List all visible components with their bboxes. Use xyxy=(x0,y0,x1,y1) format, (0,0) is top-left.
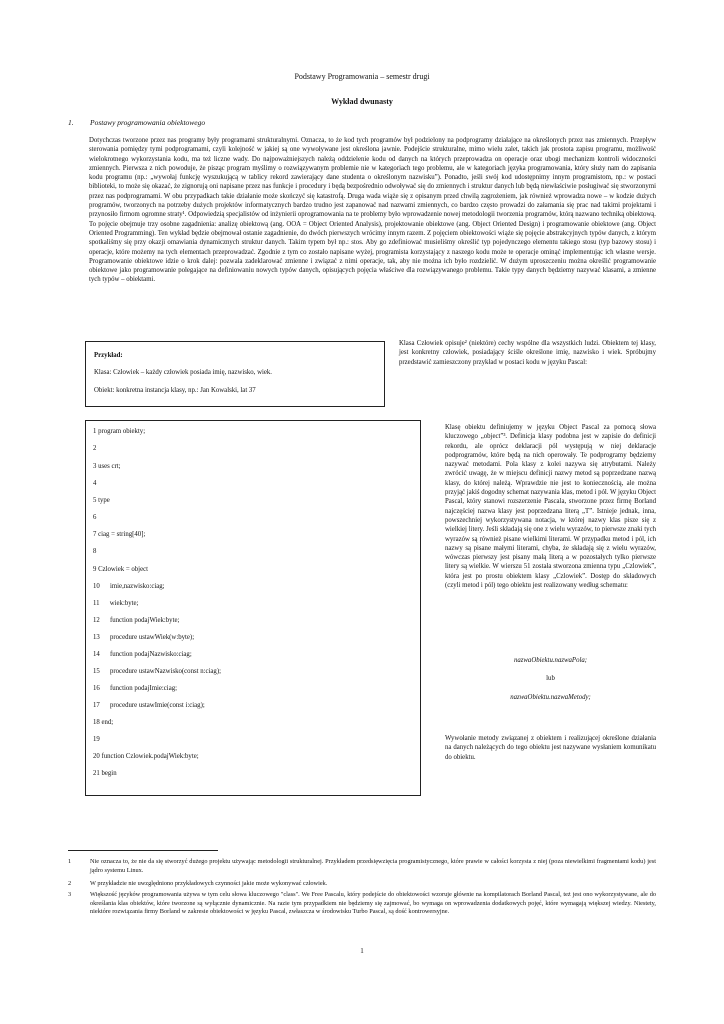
code-line: 5 type xyxy=(93,497,110,504)
code-line: 19 xyxy=(93,736,100,743)
lecture-title: Wykład dwunasty xyxy=(331,97,393,106)
code-line: 20 function Czlowiek.podajWiek:byte; xyxy=(93,753,199,760)
code-line: 13 procedure ustawWiek(w:byte); xyxy=(93,634,195,641)
code-line: 7 ciag = string[40]; xyxy=(93,531,146,538)
code-line: 10 imie,nazwisko:ciag; xyxy=(93,583,165,590)
code-line: 21 begin xyxy=(93,770,117,777)
code-line: 14 function podajNazwisko:ciag; xyxy=(93,651,192,658)
code-line: 8 xyxy=(93,548,97,555)
example-heading: Przykład: xyxy=(94,352,123,359)
code-line: 16 function podajImie:ciag; xyxy=(93,685,177,692)
footnote-text: W przykładzie nie uwzględniono przykładowych czynności jakie może wykonywać człowiek. xyxy=(90,880,328,887)
code-line: 3 uses crt; xyxy=(93,463,121,470)
section-number: 1. xyxy=(68,118,74,127)
formula-or: lub xyxy=(546,675,555,682)
intro-text: Dotychczas tworzone przez nas programy były programami strukturalnymi. Oznacza, to że kod tych programów był podzielony na podprogramy działające na określonych przez nas zmiennych. Przepływ sterowania pomiędzy tymi podprogramami, czyli kolejność w jakiej są one wywoływane jest określona jawnie. Podejście strukturalne, mimo wielu zalet, takich jak prostota zapisu programu, możliwość wielokrotnego wykorzystania kodu, ma też liczne wady. Do najpoważniejszych należą oddzielenie kodu od danych na których przeprowadza on operacje oraz ubogi mechanizm kontroli widoczności zmiennych. Pierwsza z nich powoduje, że pisząc program myślimy o rozwiązywanym problemie nie w kategoriach tego problemu, ale w kategoriach języka programowania, który służy nam do zapisania kodu programu (np.: „wywołaj funkcję wyszukującą w tablicy rekord zawierający dane studenta o określonym nazwisku”). Ponadto, jeśli swój kod udostępnimy innym programistom, np.: w postaci biblioteki, to może się okazać, że zignorują oni napisane przez nas funkcje i procedury i będą bezpośrednio odwoływać się do zmiennych i struktur danych lub będą niewłaściwie posługiwać się stworzonymi przez nas podprogramami. W obu przypadkach takie działanie może skończyć się katastrofą. Druga wada wiąże się z opisanym przed chwilą zagrożeniem, jak również wprowadza nowe – w kodzie dużych programów, tworzonych na potrzeby dużych projektów informatycznych bardzo trudno jest zapanować nad nazwami zmiennych, co bardzo często prowadzi do załamania się prac nad takimi projektami i przynosiło firmom ogromne straty¹. Odpowiedzią specjalistów od inżynierii oprogramowania na te problemy było wprowadzenie nowej metodologii tworzenia programów, którą nazwano techniką obiektową. To pojęcie obejmuje trzy osobne zagadnienia: analizę obiektową (ang. OOA = Object Oriented Analysis), projektowanie obiektowe (ang. Object Oriented Design) i programowanie obiektowe (ang. Object Oriented Programming). Ten wykład będzie obejmował ostanie zagadnienie, do dwóch pierwszych wrócimy innym razem. Z pojęciem obiektowości wiąże się pojęcie abstrakcyjnych typów danych, z którym spotkaliśmy się przy okazji omawiania dynamicznych struktur danych. Takim typem był np.: stos. Aby go zdefiniować musieliśmy określić typ pojedynczego elementu takiego stosu (typ bazowy stosu) i operacje, które możemy na tych elementach przeprowadzać. Zgodnie z tym co zostało napisane wyżej, programista korzystający z naszego kodu może te operacje ominąć implementując ich własne wersje. Programowanie obiektowe idzie o krok dalej: pozwala zadeklarować zmienne i związać z nimi operacje, tak, aby nie można ich było rozdzielić. W dużym uproszczeniu można określić programowanie obiektowe jako programowanie polegające na definiowaniu nowych typów danych, opisujących pojęcia właściwe dla rozwiązywanego problemu. Takie typy danych będziemy nazywać klasami, a zmienne tych typów – obiektami. xyxy=(89,137,656,284)
formula-field-access: nazwaObiektu.nazwaPola; xyxy=(513,657,588,664)
object-definition-paragraph: Klasę obiektu definiujemy w języku Object Pascal za pomocą słowa kluczowego „object”³. Definicja klasy podobna jest w zapisie do definicji rekordu, ale oprócz deklaracji pól występują w niej deklaracje podprogramów, które będą na nich operowały. Te podprogramy będziemy nazywać metodami. Pola klasy z kolei nazywa się atrybutami. Należy zwrócić uwagę, że w miejscu definicji nazwy metod są poprzedzane nazwą klasy, do której należą. Wprawdzie nie jest to koniecznością, ale można przyjąć jakiś dogodny schemat nazywania klas, metod i pól. W języku Object Pascal, który stanowi rozszerzenie Pascala, stworzone przez firmę Borland najczęściej nazwa klasy jest poprzedzana literą „T”. Istnieje jednak, inna, powszechniej wykorzystywana notacja, w której nazwy klas pisze się z wielkiej litery. Jeśli składają się one z wielu wyrazów, to pierwsze znaki tych wyrazów są również pisane wielkimi literami. W przypadku metod i pól, ich nazwy są pisane małymi literami, chyba, że składają się z wielu wyrazów, wówczas pierwszy jest pisany małą literą a w pozostałych tylko pierwsze litery są wielkie. W wierszu 51 została stworzona zmienna typu „Czlowiek”, która jest po prostu obiektem klasy „Czlowiek”. Dostęp do składowych (czyli metod i pól) tego obiektu jest realizowany według schematu: xyxy=(445,424,656,590)
example-box xyxy=(85,341,385,407)
footnote-text: Nie oznacza to, że nie da się stworzyć dużego projektu używając metodologii strukturalnej. Przykładem przedsięwzięcia programistycznego, które prawie w całości korzysta z niej (poza niewielkimi fragmentami kodu) jest jądro systemu Linux. xyxy=(90,858,656,874)
footnote-2 xyxy=(68,880,656,889)
code-line: 4 xyxy=(93,480,97,487)
section-title: Postawy programowania obiektowego xyxy=(90,118,206,127)
footnote-3 xyxy=(68,891,656,917)
footnote-number: 1 xyxy=(68,858,72,865)
code-line: 18 end; xyxy=(93,719,114,726)
footnote-text: Większość języków programowania używa w tym celu słowa kluczowego "class". We Free Pascalu, który podejście do obiektowości wzoruje głównie na kompilatorach Borland Pascal, też jest ono wykorzystywane, ale do określania klas obiektów, które tworzone są wyłącznie dynamicznie. Na razie tym przypadkiem nie będziemy się zajmować, bo wymaga on wprowadzenia dodatkowych pojęć, które wymagają większej wiedzy. Niestety, niektóre rozwiązania firmy Borland w zakresie obiektowości w języku Pascal, zwłaszcza w środowisku Turbo Pascal, są dość kontrowersyjne. xyxy=(90,891,656,916)
code-line: 15 procedure ustawNazwisko(const n:ciag); xyxy=(93,668,221,675)
example-class-line: Klasa: Człowiek – każdy człowiek posiada imię, nazwisko, wiek. xyxy=(94,369,272,376)
code-line: 17 procedure ustawImie(const i:ciag); xyxy=(93,702,205,709)
example-object-line: Obiekt: konkretna instancja klasy, np.: Jan Kowalski, lat 37 xyxy=(94,387,256,394)
footnote-separator xyxy=(68,850,218,851)
class-description-paragraph: Klasa Człowiek opisuje² (niektóre) cechy wspólne dla wszystkich ludzi. Obiektem tej klasy, jest konkretny człowiek, posiadający ściśle określone imię, nazwisko i wiek. Spróbujmy przedstawić zamieszczony przykład w postaci kodu w języku Pascal: xyxy=(399,340,656,366)
intro-paragraph xyxy=(89,136,656,285)
code-line: 6 xyxy=(93,514,97,521)
code-listing xyxy=(85,420,421,796)
page-number: 1 xyxy=(360,947,364,955)
code-line: 1 program obiekty; xyxy=(93,428,146,435)
code-line: 11 wiek:byte; xyxy=(93,600,139,607)
code-line: 2 xyxy=(93,445,97,452)
method-call-paragraph: Wywołanie metody związanej z obiektem i realizującej określone działania na danych należących do tego obiektu jest nazywane wysłaniem komunikatu do obiektu. xyxy=(445,735,656,761)
footnote-1 xyxy=(68,858,656,875)
page-header: Podstawy Programowania – semestr drugi xyxy=(294,72,430,81)
footnote-number: 2 xyxy=(68,880,72,887)
formula-method-access: nazwaObiektu.nazwaMetody; xyxy=(510,694,591,701)
footnote-number: 3 xyxy=(68,891,72,898)
code-line: 9 Czlowiek = object xyxy=(93,566,148,573)
code-line: 12 function podajWiek:byte; xyxy=(93,617,180,624)
